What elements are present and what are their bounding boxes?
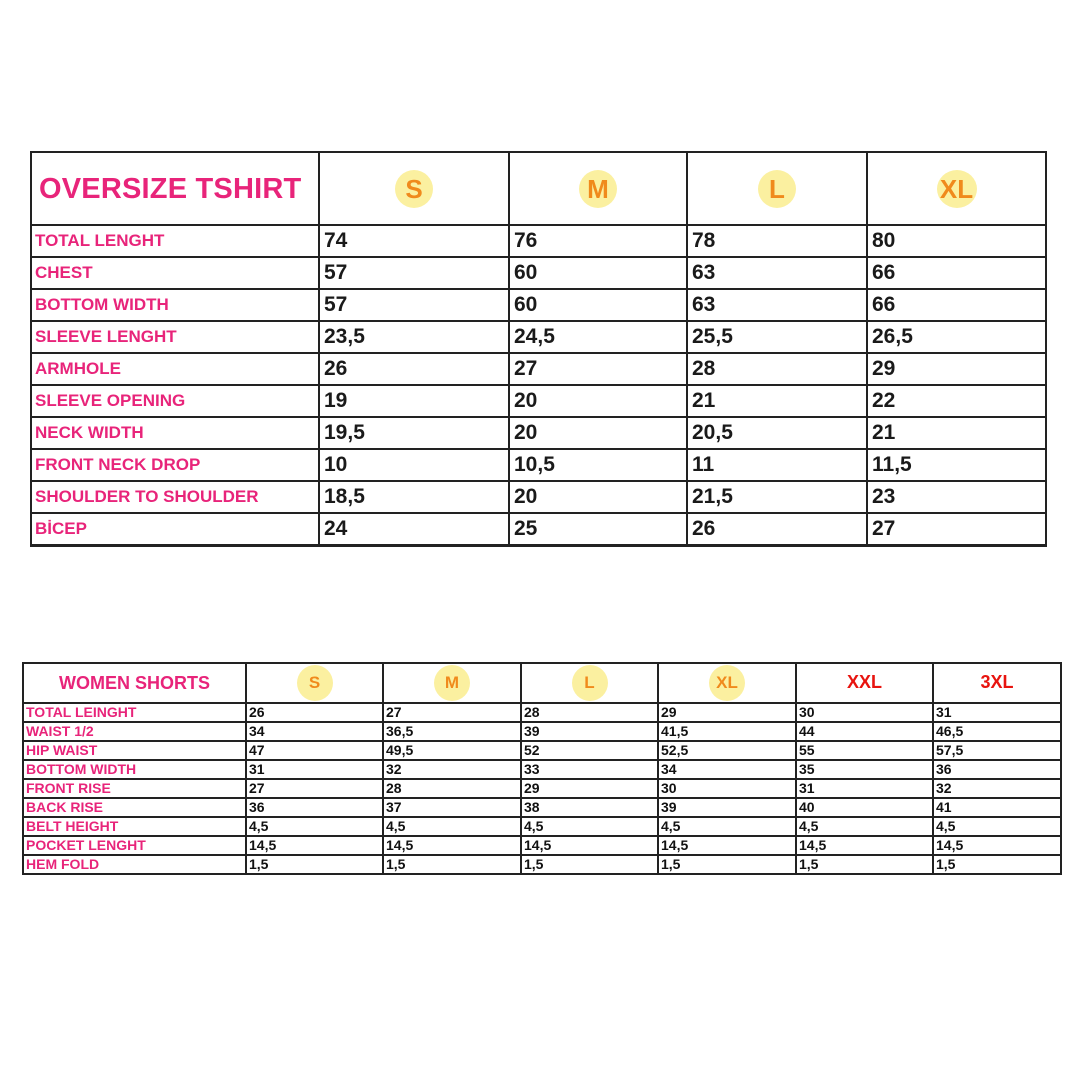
measurement-value: 38	[521, 798, 658, 817]
size-header-cell	[509, 152, 687, 225]
measurement-value: 4,5	[521, 817, 658, 836]
measurement-value: 34	[246, 722, 383, 741]
measurement-value: 1,5	[933, 855, 1061, 874]
size-header-cell	[246, 663, 383, 703]
table-row	[31, 481, 1046, 513]
measurement-label: HEM FOLD	[23, 855, 246, 874]
measurement-value: 1,5	[383, 855, 521, 874]
measurement-value: 27	[509, 353, 687, 385]
measurement-value: 14,5	[383, 836, 521, 855]
measurement-value: 14,5	[796, 836, 933, 855]
measurement-value: 63	[687, 257, 867, 289]
measurement-value: 19,5	[319, 417, 509, 449]
measurement-value: 29	[658, 703, 796, 722]
measurement-label: ARMHOLE	[31, 353, 319, 385]
measurement-value: 11	[687, 449, 867, 481]
size-label-l: L	[572, 665, 608, 701]
size-label-xl: XL	[709, 665, 745, 701]
measurement-value: 21,5	[687, 481, 867, 513]
measurement-value: 40	[796, 798, 933, 817]
size-label-xxl: XXL	[846, 672, 882, 692]
measurement-value: 39	[521, 722, 658, 741]
measurement-value: 30	[796, 703, 933, 722]
measurement-value: 35	[796, 760, 933, 779]
measurement-value: 27	[246, 779, 383, 798]
size-label-xl: XL	[937, 170, 977, 208]
measurement-value: 4,5	[796, 817, 933, 836]
measurement-value: 47	[246, 741, 383, 760]
measurement-value: 55	[796, 741, 933, 760]
measurement-label: BOTTOM WIDTH	[31, 289, 319, 321]
measurement-value: 21	[867, 417, 1046, 449]
measurement-value: 14,5	[658, 836, 796, 855]
size-header-cell	[687, 152, 867, 225]
table-row	[31, 417, 1046, 449]
measurement-label: FRONT RISE	[23, 779, 246, 798]
measurement-value: 20	[509, 417, 687, 449]
measurement-value: 20	[509, 385, 687, 417]
measurement-value: 31	[246, 760, 383, 779]
measurement-value: 20	[509, 481, 687, 513]
measurement-value: 60	[509, 257, 687, 289]
table-row	[31, 513, 1046, 546]
measurement-value: 33	[521, 760, 658, 779]
measurement-label: WAIST 1/2	[23, 722, 246, 741]
table-row	[31, 225, 1046, 257]
measurement-label: HIP WAIST	[23, 741, 246, 760]
measurement-value: 46,5	[933, 722, 1061, 741]
measurement-value: 10,5	[509, 449, 687, 481]
measurement-label: SLEEVE LENGHT	[31, 321, 319, 353]
measurement-value: 24,5	[509, 321, 687, 353]
measurement-label: TOTAL LEINGHT	[23, 703, 246, 722]
measurement-label: FRONT NECK DROP	[31, 449, 319, 481]
measurement-label: CHEST	[31, 257, 319, 289]
table-row	[31, 385, 1046, 417]
table-row	[31, 321, 1046, 353]
size-label-m: M	[579, 170, 617, 208]
measurement-value: 49,5	[383, 741, 521, 760]
measurement-value: 4,5	[658, 817, 796, 836]
measurement-value: 1,5	[246, 855, 383, 874]
measurement-label: BELT HEIGHT	[23, 817, 246, 836]
measurement-value: 30	[658, 779, 796, 798]
measurement-value: 4,5	[246, 817, 383, 836]
measurement-value: 36	[246, 798, 383, 817]
measurement-label: POCKET LENGHT	[23, 836, 246, 855]
measurement-value: 25	[509, 513, 687, 546]
size-header-cell	[867, 152, 1046, 225]
table-row	[23, 741, 1061, 760]
table-title: WOMEN SHORTS	[23, 663, 246, 703]
measurement-value: 31	[796, 779, 933, 798]
measurement-value: 28	[687, 353, 867, 385]
measurement-label: BİCEP	[31, 513, 319, 546]
measurement-value: 23,5	[319, 321, 509, 353]
size-header-cell	[933, 663, 1061, 703]
table-row	[31, 449, 1046, 481]
measurement-value: 26	[687, 513, 867, 546]
measurement-value: 14,5	[521, 836, 658, 855]
size-header-cell	[521, 663, 658, 703]
measurement-value: 28	[383, 779, 521, 798]
measurement-value: 4,5	[933, 817, 1061, 836]
table-row	[23, 703, 1061, 722]
women-shorts-size-table	[22, 662, 1062, 875]
table-row	[23, 722, 1061, 741]
measurement-value: 52,5	[658, 741, 796, 760]
measurement-value: 18,5	[319, 481, 509, 513]
measurement-value: 4,5	[383, 817, 521, 836]
measurement-value: 36,5	[383, 722, 521, 741]
measurement-value: 78	[687, 225, 867, 257]
measurement-label: NECK WIDTH	[31, 417, 319, 449]
measurement-label: SHOULDER TO SHOULDER	[31, 481, 319, 513]
measurement-value: 52	[521, 741, 658, 760]
table-row	[23, 836, 1061, 855]
measurement-value: 1,5	[796, 855, 933, 874]
measurement-value: 29	[521, 779, 658, 798]
measurement-value: 26	[246, 703, 383, 722]
size-header-cell	[796, 663, 933, 703]
measurement-value: 57,5	[933, 741, 1061, 760]
measurement-value: 11,5	[867, 449, 1046, 481]
size-header-cell	[658, 663, 796, 703]
measurement-value: 1,5	[658, 855, 796, 874]
table-row	[31, 289, 1046, 321]
table-row	[23, 760, 1061, 779]
size-label-s: S	[395, 170, 433, 208]
measurement-value: 34	[658, 760, 796, 779]
measurement-value: 1,5	[521, 855, 658, 874]
header-row	[23, 663, 1061, 703]
measurement-value: 36	[933, 760, 1061, 779]
measurement-value: 27	[867, 513, 1046, 546]
measurement-value: 66	[867, 289, 1046, 321]
table-row	[31, 257, 1046, 289]
measurement-value: 14,5	[246, 836, 383, 855]
table-title: OVERSIZE TSHIRT	[31, 152, 319, 225]
measurement-label: BACK RISE	[23, 798, 246, 817]
measurement-value: 29	[867, 353, 1046, 385]
measurement-value: 76	[509, 225, 687, 257]
table-row	[23, 779, 1061, 798]
size-label-m: M	[434, 665, 470, 701]
size-label-l: L	[758, 170, 796, 208]
measurement-value: 27	[383, 703, 521, 722]
measurement-value: 32	[383, 760, 521, 779]
measurement-value: 31	[933, 703, 1061, 722]
table-row	[31, 353, 1046, 385]
measurement-value: 39	[658, 798, 796, 817]
measurement-value: 14,5	[933, 836, 1061, 855]
measurement-value: 37	[383, 798, 521, 817]
measurement-label: BOTTOM WIDTH	[23, 760, 246, 779]
measurement-value: 74	[319, 225, 509, 257]
measurement-label: SLEEVE OPENING	[31, 385, 319, 417]
measurement-value: 25,5	[687, 321, 867, 353]
measurement-value: 41,5	[658, 722, 796, 741]
measurement-value: 26,5	[867, 321, 1046, 353]
header-row	[31, 152, 1046, 225]
measurement-value: 21	[687, 385, 867, 417]
measurement-value: 44	[796, 722, 933, 741]
oversize-tshirt-size-table	[30, 151, 1047, 547]
measurement-value: 57	[319, 257, 509, 289]
measurement-value: 24	[319, 513, 509, 546]
measurement-value: 23	[867, 481, 1046, 513]
size-label-s: S	[297, 665, 333, 701]
size-header-cell	[383, 663, 521, 703]
table-row	[23, 855, 1061, 874]
table-row	[23, 817, 1061, 836]
measurement-value: 28	[521, 703, 658, 722]
measurement-value: 10	[319, 449, 509, 481]
measurement-value: 57	[319, 289, 509, 321]
measurement-value: 80	[867, 225, 1046, 257]
measurement-value: 22	[867, 385, 1046, 417]
table-row	[23, 798, 1061, 817]
measurement-value: 26	[319, 353, 509, 385]
measurement-value: 19	[319, 385, 509, 417]
measurement-value: 41	[933, 798, 1061, 817]
measurement-value: 20,5	[687, 417, 867, 449]
measurement-value: 66	[867, 257, 1046, 289]
measurement-value: 32	[933, 779, 1061, 798]
measurement-value: 60	[509, 289, 687, 321]
size-label-3xl: 3XL	[980, 672, 1014, 692]
measurement-value: 63	[687, 289, 867, 321]
measurement-label: TOTAL LENGHT	[31, 225, 319, 257]
size-header-cell	[319, 152, 509, 225]
